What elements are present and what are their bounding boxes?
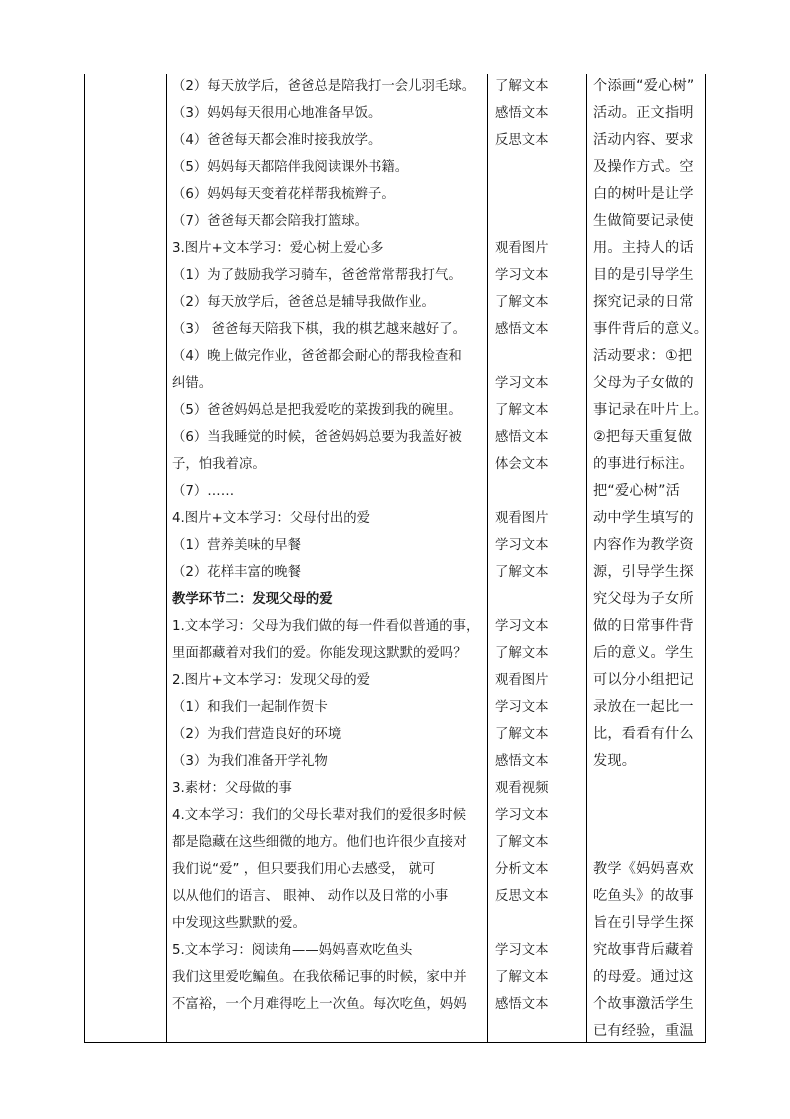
activity-label: 了解文本 [495,646,549,661]
activity-label: 观看图片 [495,511,549,526]
intent-line: 源，引导学生探 [593,564,694,580]
activity-label: 学习文本 [495,619,549,634]
intent-line: 目的是引导学生 [593,267,694,283]
intent-line: 父母为子女做的 [593,375,694,391]
activity-label: 了解文本 [495,403,549,418]
intent-line: 已有经验，重温 [593,1023,694,1039]
content-line: 3.素材：父母做的事 [172,781,292,796]
content-line: 5.文本学习：阅读角——妈妈喜欢吃鱼头 [172,943,413,958]
activity-label: 感悟文本 [495,430,549,445]
activity-label: 观看图片 [495,241,549,256]
activity-label: 了解文本 [495,835,549,850]
activity-label: 分析文本 [495,862,549,877]
table-divider-3 [586,74,587,1042]
intent-line: 内容作为教学资 [593,537,694,553]
table-border-right [705,74,706,1042]
activity-label: 感悟文本 [495,754,549,769]
content-line: 子，怕我着凉。 [172,457,266,472]
content-line: 不富裕，一个月难得吃上一次鱼。每次吃鱼，妈妈 [172,997,467,1012]
activity-label: 感悟文本 [495,997,549,1012]
intent-line: 的事进行标注。 [593,456,694,472]
table-divider-2 [487,74,488,1042]
intent-line: 比，看看有什么 [593,726,694,742]
content-line: （6）当我睡觉的时候，爸爸妈妈总要为我盖好被 [172,430,462,445]
content-line: 3.图片+文本学习：爱心树上爱心多 [172,241,384,256]
intent-line: 旨在引导学生探 [593,915,694,931]
table-bottom-border [84,1042,706,1043]
content-line: 里面都藏着对我们的爱。你能发现这默默的爱吗？ [172,646,467,661]
activity-label: 了解文本 [495,79,549,94]
intent-line: 的母爱。通过这 [593,969,694,985]
activity-label: 观看图片 [495,673,549,688]
content-line: （5）爸爸妈妈总是把我爱吃的菜拨到我的碗里。 [172,403,462,418]
activity-label: 了解文本 [495,727,549,742]
intent-line: 发现。 [593,753,637,769]
activity-label: 学习文本 [495,268,549,283]
content-line: 2.图片+文本学习：发现父母的爱 [172,673,371,688]
activity-label: 学习文本 [495,538,549,553]
intent-line: 个故事激活学生 [593,996,694,1012]
content-line: 1.文本学习：父母为我们做的每一件看似普通的事， [172,619,480,634]
content-line: 我们这里爱吃鳊鱼。在我依稀记事的时候，家中并 [172,970,467,985]
intent-line: 把“爱心树”活 [593,483,681,499]
intent-line: 个添画“爱心树” [593,78,695,94]
content-line: 纠错。 [172,376,213,391]
intent-line: ②把每天重复做 [593,429,693,445]
content-line: （3）妈妈每天很用心地准备早饭。 [172,106,382,121]
table-divider-1 [166,74,167,1042]
activity-label: 学习文本 [495,700,549,715]
activity-label: 感悟文本 [495,322,549,337]
content-line: （2）每天放学后，爸爸总是辅导我做作业。 [172,295,435,310]
content-line: 都是隐藏在这些细微的地方。他们也许很少直接对 [172,835,467,850]
activity-label: 感悟文本 [495,106,549,121]
content-line: （6）妈妈每天变着花样帮我梳辫子。 [172,187,395,202]
intent-line: 做的日常事件背 [593,618,694,634]
intent-line: 后的意义。学生 [593,645,694,661]
intent-line: 可以分小组把记 [593,672,694,688]
content-line: 4.图片+文本学习：父母付出的爱 [172,511,371,526]
intent-line: 用。主持人的话 [593,240,694,256]
content-line: （7）…… [172,484,235,499]
content-line: （2）花样丰富的晚餐 [172,565,302,580]
intent-line: 究故事背后藏着 [593,942,694,958]
intent-line: 究父母为子女所 [593,591,694,607]
intent-line: 事记录在叶片上。 [593,402,709,418]
intent-line: 白的树叶是让学 [593,186,694,202]
intent-line: 教学《妈妈喜欢 [593,861,694,877]
content-line: 以从他们的语言、 眼神、 动作以及日常的小事 [172,889,449,904]
intent-line: 事件背后的意义。 [593,321,709,337]
content-line: （2）为我们营造良好的环境 [172,727,342,742]
content-line: （7）爸爸每天都会陪我打篮球。 [172,214,368,229]
intent-line: 活动。正文指明 [593,105,694,121]
intent-line: 吃鱼头》的故事 [593,888,694,904]
content-line: （3） 爸爸每天陪我下棋，我的棋艺越来越好了。 [172,322,466,337]
table-border-left [84,74,85,1042]
activity-label: 反思文本 [495,133,549,148]
intent-line: 活动内容、要求 [593,132,694,148]
content-line: （2）每天放学后，爸爸总是陪我打一会儿羽毛球。 [172,79,476,94]
intent-line: 动中学生填写的 [593,510,694,526]
content-line: （1）营养美味的早餐 [172,538,302,553]
content-line: （1）为了鼓励我学习骑车，爸爸常常帮我打气。 [172,268,462,283]
intent-line: 生做简要记录使 [593,213,694,229]
activity-label: 了解文本 [495,565,549,580]
content-line: （1）和我们一起制作贺卡 [172,700,328,715]
intent-line: 及操作方式。空 [593,159,694,175]
intent-line: 录放在一起比一 [593,699,694,715]
content-line: （3）为我们准备开学礼物 [172,754,328,769]
activity-label: 了解文本 [495,970,549,985]
intent-line: 探究记录的日常 [593,294,694,310]
intent-line: 活动要求：①把 [593,348,693,364]
content-line: 中发现这些默默的爱。 [172,916,306,931]
activity-label: 学习文本 [495,376,549,391]
activity-label: 观看视频 [495,781,549,796]
activity-label: 了解文本 [495,295,549,310]
activity-label: 体会文本 [495,457,549,472]
content-line: （4）爸爸每天都会准时接我放学。 [172,133,382,148]
content-line: 4.文本学习：我们的父母长辈对我们的爱很多时候 [172,808,466,823]
content-line: （5）妈妈每天都陪伴我阅读课外书籍。 [172,160,409,175]
activity-label: 反思文本 [495,889,549,904]
activity-label: 学习文本 [495,943,549,958]
content-line: 我们说“爱” ，但只要我们用心去感受， 就可 [172,862,436,877]
activity-label: 学习文本 [495,808,549,823]
section-heading: 教学环节二：发现父母的爱 [172,592,333,607]
content-line: （4）晚上做完作业，爸爸都会耐心的帮我检查和 [172,349,462,364]
